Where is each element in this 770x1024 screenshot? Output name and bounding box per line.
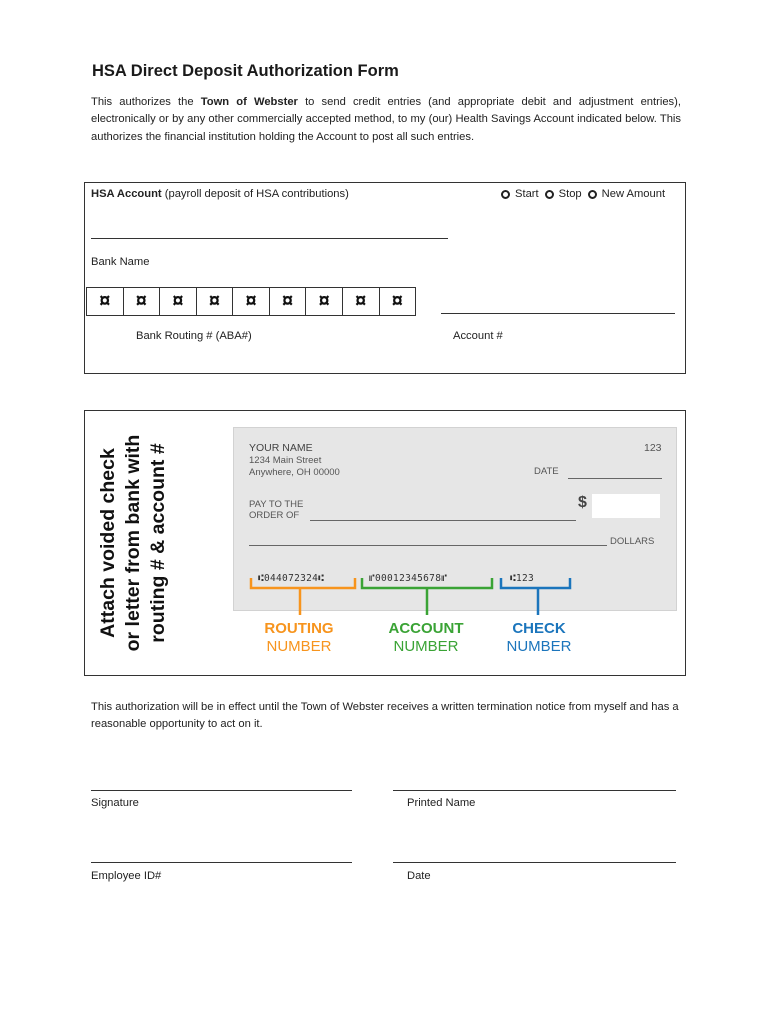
routing-digit-box[interactable]: ¤ (197, 288, 234, 315)
start-label: Start (515, 188, 539, 200)
attach-line-1: Attach voided check (97, 448, 119, 638)
check-city: Anywhere, OH 00000 (249, 467, 340, 478)
hsa-account-label (91, 188, 349, 200)
attach-line-2: or letter from bank with (122, 434, 144, 652)
intro-post: to send credit entries (and appropriate debit and adjustment entries), electronically or by any other commercially accepted method, to my (our) Health Savings Account indicated below. This authorizes the financial institution holding the Account to post all such entries. (91, 96, 681, 143)
new-amount-radio[interactable] (588, 190, 597, 199)
routing-digit-box[interactable]: ¤ (160, 288, 197, 315)
micr-callouts (233, 575, 677, 675)
intro-pre: This authorizes the (91, 96, 201, 108)
dollars-label: DOLLARS (610, 536, 655, 547)
payee-line (310, 520, 576, 521)
intro-paragraph (91, 94, 681, 146)
routing-bracket (251, 578, 355, 615)
action-options (498, 188, 665, 200)
hsa-account-title: HSA Account (91, 188, 162, 200)
routing-label: Bank Routing # (ABA#) (136, 330, 252, 342)
pay-to-line-1: PAY TO THE (249, 499, 304, 510)
check-date-label: DATE (534, 466, 559, 477)
bank-name-line[interactable] (91, 238, 448, 239)
micr-account: ⑈00012345678⑈ (369, 573, 448, 584)
date-label: Date (407, 870, 431, 882)
bank-name-label: Bank Name (91, 256, 150, 268)
employee-id-line[interactable] (91, 862, 352, 863)
start-radio[interactable] (501, 190, 510, 199)
printed-name-line[interactable] (393, 790, 676, 791)
account-title: ACCOUNT (388, 620, 464, 637)
check-street: 1234 Main Street (249, 455, 322, 466)
stop-label: Stop (558, 188, 582, 200)
signature-line[interactable] (91, 790, 352, 791)
account-number-line[interactable] (441, 313, 675, 314)
amount-words-line (249, 545, 607, 546)
account-subtitle: NUMBER (393, 638, 459, 655)
routing-subtitle: NUMBER (266, 638, 332, 655)
employee-id-label: Employee ID# (91, 870, 162, 882)
routing-digit-box[interactable]: ¤ (343, 288, 380, 315)
routing-digit-box[interactable]: ¤ (270, 288, 307, 315)
signature-label: Signature (91, 797, 139, 809)
town-name: Town of Webster (200, 96, 298, 108)
authorization-text: This authorization will be in effect until the Town of Webster receives a written termination notice from myself and has a reasonable opportunity to act on it. (91, 701, 679, 731)
account-section (84, 182, 686, 374)
stop-radio[interactable] (545, 190, 554, 199)
routing-digit-box[interactable]: ¤ (124, 288, 161, 315)
new-amount-label: New Amount (601, 188, 666, 200)
micr-routing: ⑆044072324⑆ (258, 573, 325, 584)
routing-digit-box[interactable]: ¤ (87, 288, 124, 315)
check-subtitle: NUMBER (506, 638, 572, 655)
hsa-account-note: (payroll deposit of HSA contributions) (161, 188, 349, 200)
account-bracket (362, 578, 492, 615)
routing-digit-box[interactable]: ¤ (306, 288, 343, 315)
routing-digit-box[interactable]: ¤ (233, 288, 270, 315)
routing-digit-box[interactable]: ¤ (391, 290, 403, 312)
amount-box (592, 494, 660, 518)
check-title: CHECK (512, 620, 566, 637)
pay-to-line-2: ORDER OF (249, 510, 300, 521)
routing-title: ROUTING (264, 620, 334, 637)
dollar-sign: $ (578, 494, 587, 511)
check-date-line (568, 478, 662, 479)
check-name: YOUR NAME (249, 442, 313, 454)
attach-instruction (92, 425, 172, 661)
micr-check: ⑆123 (510, 573, 535, 584)
routing-digit-boxes[interactable] (86, 287, 416, 316)
printed-name-label: Printed Name (407, 797, 476, 809)
check-bracket (501, 578, 570, 615)
form-title: HSA Direct Deposit Authorization Form (92, 62, 399, 80)
date-line[interactable] (393, 862, 676, 863)
attach-line-3: routing # & account # (147, 443, 169, 643)
check-number: 123 (644, 442, 662, 454)
account-label: Account # (453, 330, 503, 342)
